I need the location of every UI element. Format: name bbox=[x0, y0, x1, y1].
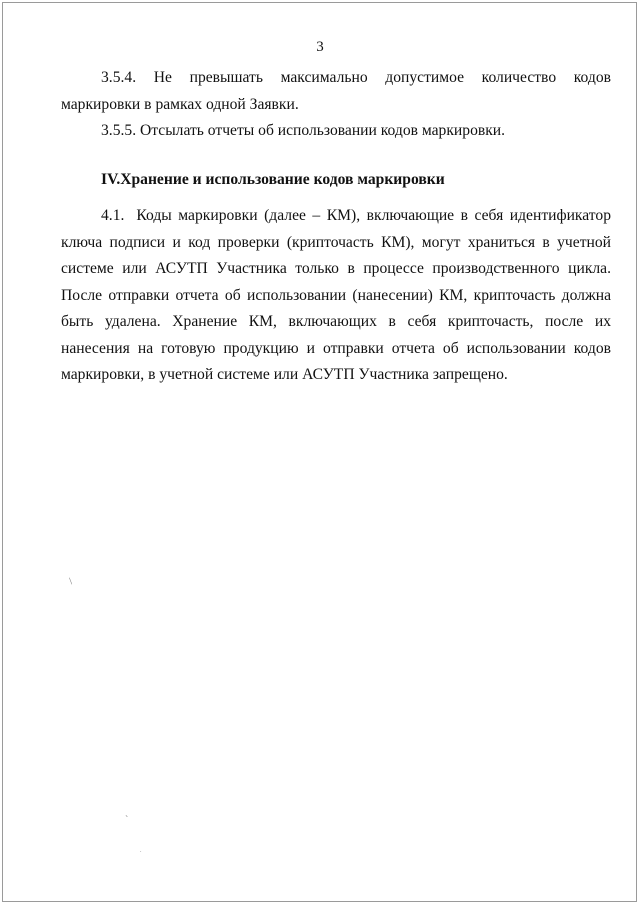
section-4-heading: IV.Хранение и использование кодов маркировки bbox=[101, 170, 445, 188]
scan-speck: / bbox=[66, 576, 76, 587]
clause-4-1 bbox=[61, 203, 611, 389]
clause-3-5-5-text: Отсылать отчеты об использовании кодов маркировки. bbox=[140, 122, 506, 139]
clause-3-5-4-text: Не превышать максимально допустимое количество кодов маркировки в рамках одной Заявки. bbox=[61, 69, 611, 113]
document-body bbox=[61, 65, 611, 389]
page-number: 3 bbox=[316, 39, 324, 55]
clause-4-1-text: Коды маркировки (далее – КМ), включающие в себя идентификатор ключа подписи и код проверки (крипточасть КМ), могут храниться в учетной системе или АСУТП Участника только в процессе производственного цикла. После отправки отчета об использовании (нанесении) КМ, крипточасть должна быть удалена. Хранение КМ, включающих в себя крипточасть, после их нанесения на готовую продукцию и отправки отчета об использовании кодов маркировки, в учетной системе или АСУТП Участника запрещено. bbox=[61, 207, 611, 383]
clause-4-1-number: 4.1. bbox=[101, 207, 125, 224]
clause-3-5-5 bbox=[61, 118, 611, 145]
scan-speck: . bbox=[140, 848, 142, 854]
scan-speck: ` bbox=[125, 815, 129, 826]
clause-3-5-5-number: 3.5.5. bbox=[101, 122, 137, 139]
clause-3-5-4-number: 3.5.4. bbox=[101, 69, 137, 86]
clause-3-5-4 bbox=[61, 65, 611, 118]
